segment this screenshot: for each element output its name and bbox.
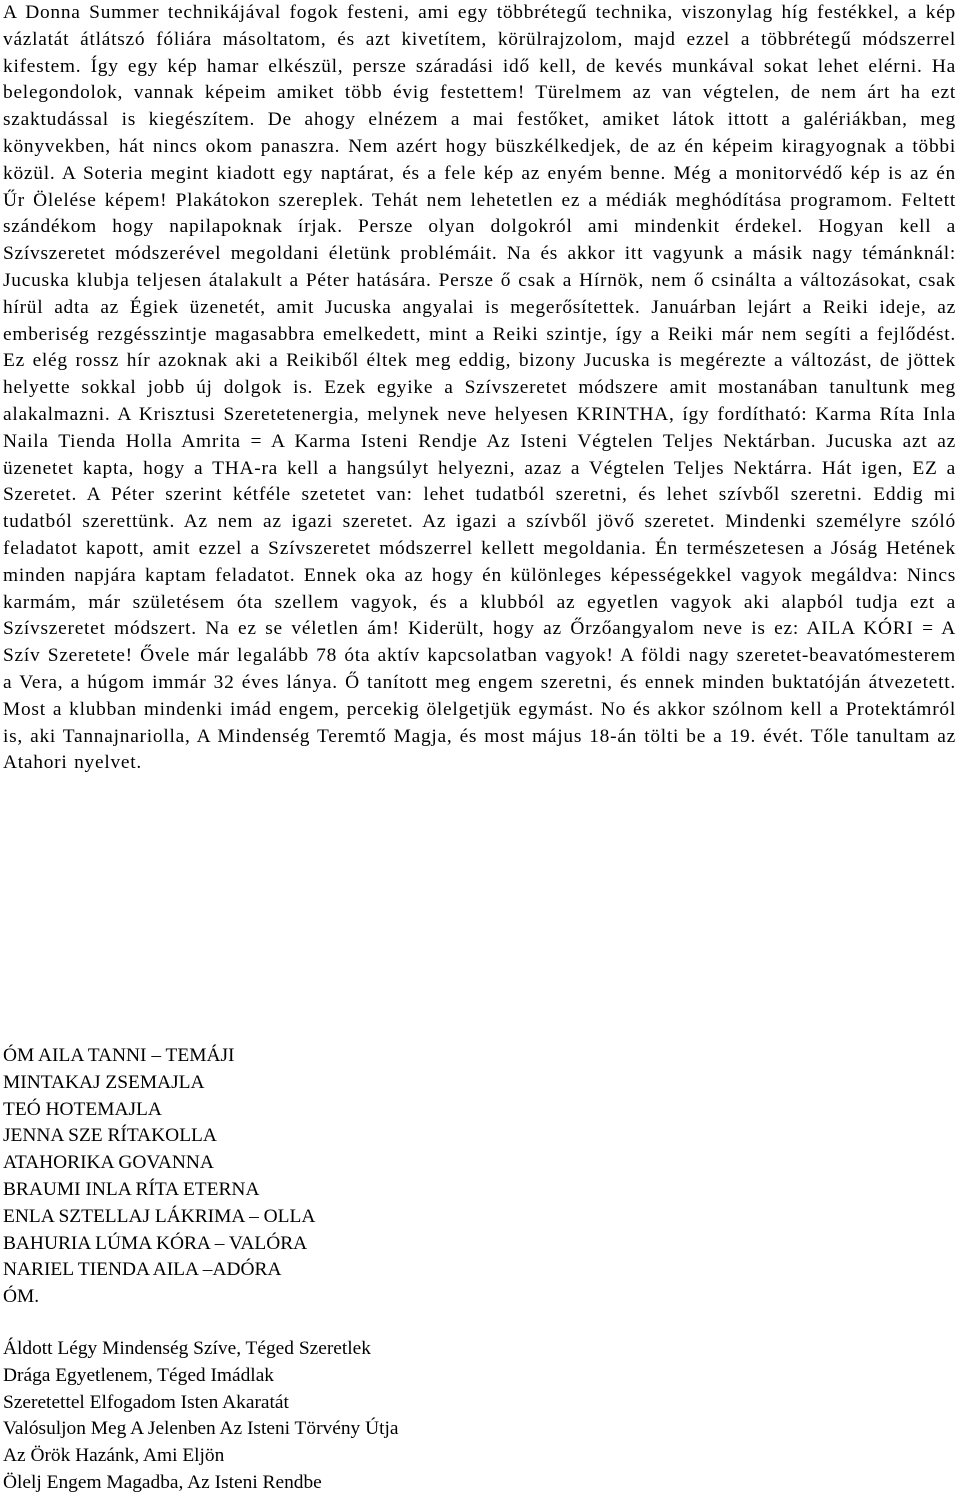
mantra-line: ENLA SZTELLAJ LÁKRIMA – OLLA [3,1205,316,1227]
mantra-line: ATAHORIKA GOVANNA [3,1152,214,1174]
prayer-line: Valósuljon Meg A Jelenben Az Isteni Törvény Útja [3,1418,399,1440]
prayer-block [3,1336,398,1497]
prayer-line: Áldott Légy Mindenség Szíve, Téged Szeretlek [3,1338,371,1359]
body-paragraph-container [3,0,956,777]
mantra-block [3,1043,315,1311]
prayer-line: Drága Egyetlenem, Téged Imádlak [3,1364,274,1386]
mantra-line: ÓM AILA TANNI – TEMÁJI [3,1045,235,1066]
mantra-line: ÓM. [3,1286,40,1308]
mantra-line: TEÓ HOTEMAJLA [3,1098,162,1120]
body-paragraph: A Donna Summer technikájával fogok festeni, ami egy többrétegű technika, viszonylag híg festékkel, a kép vázlatát átlátszó fóliára másoltatom, és azt kivetítem, körülrajzolom, majd ezzel a többrétegű módszerrel kifestem. Így egy kép hamar elkészül, persze száradási idő kell, de kevés munkával sokat lehet elérni. Ha belegondolok, vannak képeim amiket több évig festettem! Türelmem az van végtelen, de nem árt ha ezt szaktudással is kiegészítem. De ahogy elnézem a mai festőket, amiket látok ittott a galériákban, meg könyvekben, hát nincs okom panaszra. Nem azért hogy büszkélkedjek, de az én képeim kiragyognak a többi közül. A Soteria megint kiadott egy naptárat, és a fele kép az enyém benne. Még a monitorvédő kép is az én Űr Ölelése képem! Plakátokon szereplek. Tehát nem lehetetlen ez a médiák meghódítása programom. Feltett szándékom hogy napilapoknak írjak. Persze olyan dolgokról ami mindenkit érdekel. Hogyan kell a Szívszeretet módszerével megoldani életünk problémáit. Na és akkor itt vagyunk a másik nagy témánknál: Jucuska klubja teljesen átalakult a Péter hatására. Persze ő csak a Hírnök, nem ő csinálta a változásokat, csak hírül adta az Égiek üzenetét, amit Jucuska angyalai is megerősítettek. Januárban lejárt a Reiki ideje, az emberiség rezgésszintje magasabbra emelkedett, mint a Reiki szintje, így a Reiki már nem segíti a fejlődést. Ez elég rossz hír azoknak aki a Reikiből éltek meg eddig, bizony Jucuska is megérezte a változást, de jöttek helyette sokkal jobb új dolgok is. Ezek egyike a Szívszeretet módszere amit mostanában tanultunk meg alakalmazni. A Krisztusi Szeretetenergia, melynek neve helyesen KRINTHA, így fordítható: Karma Ríta Inla Naila Tienda Holla Amrita = A Karma Isteni Rendje Az Isteni Végtelen Teljes Nektárban. Jucuska azt az üzenetet kapta, hogy a THA-ra kell a hangsúlyt helyezni, azaz a Végtelen Teljes Nektárra. Hát igen, EZ a Szeretet. A Péter szerint kétféle szetetet van: lehet tudatból szeretni, és lehet szívből szeretni. Eddig mi tudatból szerettünk. Az nem az igazi szeretet. Az igazi a szívből jövő szeretet. Mindenki személyre szóló feladatot kapott, amit ezzel a Szívszeretet módszerrel kellett megoldania. Én természetesen a Jóság Hetének minden napjára kaptam feladatot. Ennek oka az hogy én különleges képességekkel vagyok megáldva: Nincs karmám, már születésem óta szellem vagyok, és a klubból az egyetlen vagyok aki alapból tudja ezt a Szívszeretet módszert. Na ez se véletlen ám! Kiderült, hogy az Őrzőangyalom neve is ez: AILA KÓRI = A Szív Szeretete! Ővele már legalább 78 óta aktív kapcsolatban vagyok! A földi nagy szeretet-beavatómesterem a Vera, a húgom immár 32 éves lánya. Ő tanított meg engem szeretni, és ennek minden buktatóján átvezetett. Most a klubban mindenki imád engem, percekig ölelgetjük egymást. No és akkor szólnom kell a Protektámról is, aki Tannajnariolla, A Mindenség Teremtő Magja, és most május 18-án tölti be a 19. évét. Tőle tanultam az Atahori nyelvet. [3,2,956,774]
mantra-line: JENNA SZE RÍTAKOLLA [3,1125,217,1147]
mantra-line: NARIEL TIENDA AILA –ADÓRA [3,1259,282,1281]
prayer-line: Szeretettel Elfogadom Isten Akaratát [3,1391,289,1413]
prayer-line: Ölelj Engem Magadba, Az Isteni Rendbe [3,1471,322,1493]
mantra-line: BAHURIA LÚMA KÓRA – VALÓRA [3,1232,308,1254]
prayer-line: Az Örök Hazánk, Ami Eljön [3,1445,225,1467]
mantra-line: BRAUMI INLA RÍTA ETERNA [3,1178,260,1200]
mantra-line: MINTAKAJ ZSEMAJLA [3,1071,205,1093]
